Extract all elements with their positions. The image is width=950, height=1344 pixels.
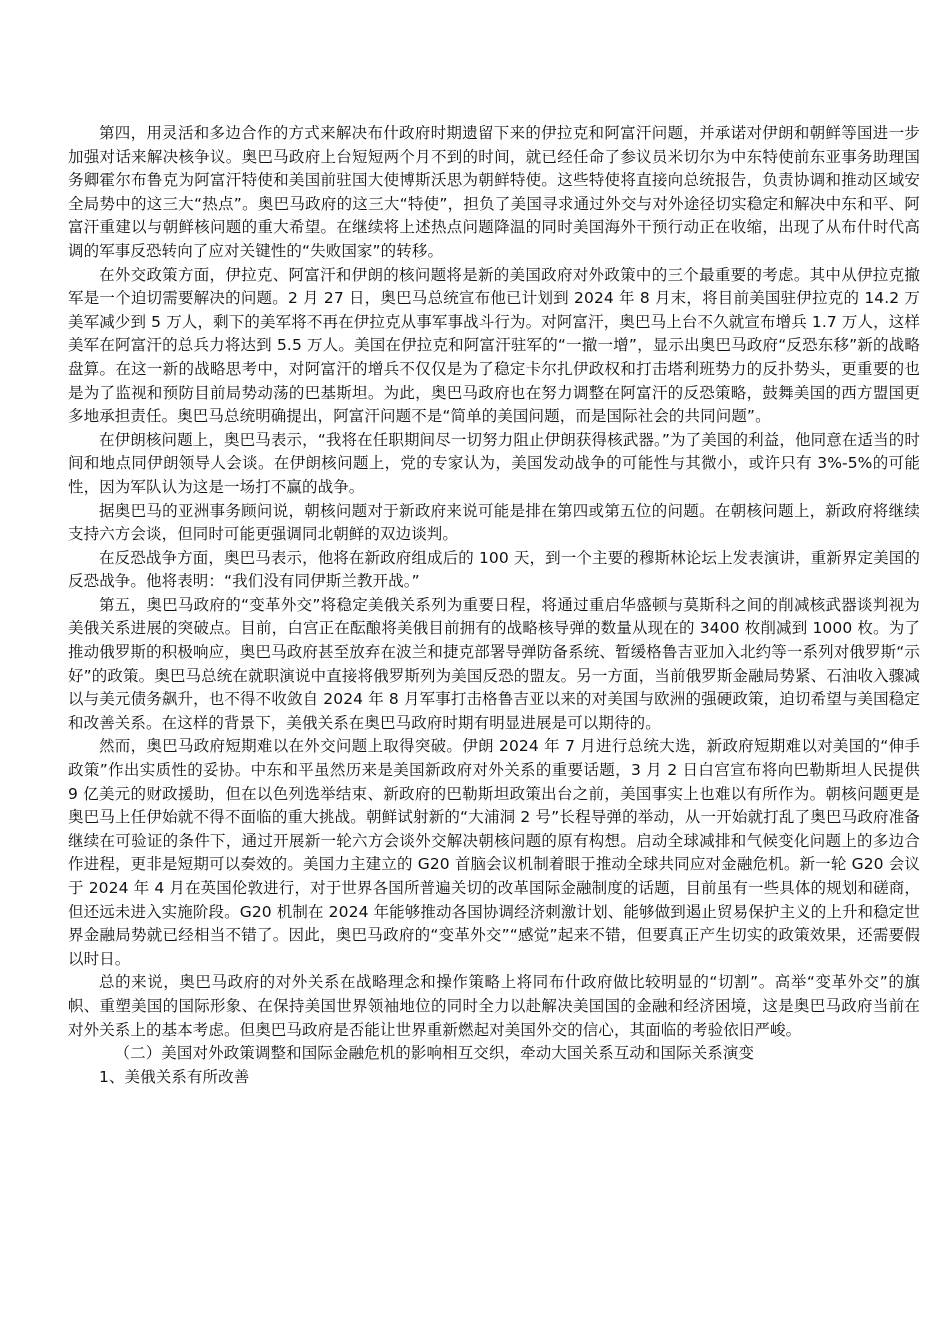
- subsection-heading: 1、美俄关系有所改善: [99, 1067, 250, 1086]
- paragraph-fourth-point: 第四，用灵活和多边合作的方式来解决布什政府时期遗留下来的伊拉克和阿富汗问题，并承诺对伊朗和朝鲜等国进一步加强对话来解决核争议。奥巴马政府上台短短两个月不到的时间，就已经任命了参议员米切尔为中东特使前东亚事务助理国务卿霍尔布鲁克为阿富汗特使和美国前驻国大使博斯沃思为朝鲜特使。这些特使将直接向总统报告，负责协调和推动区域安全局势中的这三大“热点”。奥巴马政府的这三大“特使”，担负了美国寻求通过外交与对外途径切实稳定和解决中东和平、阿富汗重建以与朝鲜核问题的重大希望。在继续将上述热点问题降温的同时美国海外干预行动正在收缩，出现了从布什时代高调的军事反恐转向了应对关键性的“失败国家”的转移。: [68, 124, 920, 260]
- paragraph-iran-nuclear: 在伊朗核问题上，奥巴马表示，“我将在任职期间尽一切努力阻止伊朗获得核武器。”为了美国的利益，他同意在适当的时间和地点同伊朗领导人会谈。在伊朗核问题上，党的专家认为，美国发动战争的可能性与其微小，或许只有 3%-5%的可能性，因为军队认为这是一场打不赢的战争。: [68, 430, 920, 496]
- paragraph-north-korea: 据奥巴马的亚洲事务顾问说，朝核问题对于新政府来说可能是排在第四或第五位的问题。在朝核问题上，新政府将继续支持六方会谈，但同时可能更强调同北朝鲜的双边谈判。: [68, 501, 920, 544]
- paragraph-foreign-policy: 在外交政策方面，伊拉克、阿富汗和伊朗的核问题将是新的美国政府对外政策中的三个最重要的考虑。其中从伊拉克撤军是一个迫切需要解决的问题。2 月 27 日，奥巴马总统宣布他已计划到 2024 年 8 月末，将目前美国驻伊拉克的 14.2 万美军减少到 5 万人，剩下的美军将不再在伊拉克从事军事战斗行为。对阿富汗，奥巴马上台不久就宣布增兵 1.7 万人，这样美军在阿富汗的总兵力将达到 5.5 万人。美国在伊拉克和阿富汗驻军的“一撤一增”，显示出奥巴马政府“反恐东移”新的战略盘算。在这一新的战略思考中，对阿富汗的增兵不仅仅是为了稳定卡尔扎伊政权和打击塔利班势力的反扑势头，更重要的也是为了监视和预防目前局势动荡的巴基斯坦。为此，奥巴马政府也在努力调整在阿富汗的反恐策略，鼓舞美国的西方盟国更多地承担责任。奥巴马总统明确提出，阿富汗问题不是“简单的美国问题，而是国际社会的共同问题”。: [68, 265, 920, 426]
- paragraph-difficulties: 然而，奥巴马政府短期难以在外交问题上取得突破。伊朗 2024 年 7 月进行总统大选，新政府短期难以对美国的“伸手政策”作出实质性的妥协。中东和平虽然历来是美国新政府对外关系的重要话题，3 月 2 日白宫宣布将向巴勒斯坦人民提供 9 亿美元的财政援助，但在以色列选举结束、新政府的巴勒斯坦政策出台之前，美国事实上也难以有所作为。朝核问题更是奥巴马上任伊始就不得不面临的重大挑战。朝鲜试射新的“大浦洞 2 号”长程导弹的举动，从一开始就打乱了奥巴马政府准备继续在可验证的条件下，通过开展新一轮六方会谈外交解决朝核问题的原有构想。启动全球减排和气候变化问题上的多边合作进程，更非是短期可以奏效的。美国力主建立的 G20 首脑会议机制着眼于推动全球共同应对金融危机。新一轮 G20 会议于 2024 年 4 月在英国伦敦进行，对于世界各国所普遍关切的改革国际金融制度的话题，目前虽有一些具体的规划和磋商，但还远未进入实施阶段。G20 机制在 2024 年能够推动各国协调经济刺激计划、能够做到遏止贸易保护主义的上升和稳定世界金融局势就已经相当不错了。因此，奥巴马政府的“变革外交”“感觉”起来不错，但要真正产生切实的政策效果，还需要假以时日。: [68, 737, 920, 968]
- paragraph-fifth-point: 第五，奥巴马政府的“变革外交”将稳定美俄关系列为重要日程，将通过重启华盛顿与莫斯科之间的削减核武器谈判视为美俄关系进展的突破点。目前，白宫正在酝酿将美俄目前拥有的战略核导弹的数量从现在的 3400 枚削减到 1000 枚。为了推动俄罗斯的积极响应，奥巴马政府甚至放弃在波兰和捷克部署导弹防备系统、暂缓格鲁吉亚加入北约等一系列对俄罗斯“示好”的政策。奥巴马总统在就职演说中直接将俄罗斯列为美国反恐的盟友。另一方面，当前俄罗斯金融局势紧、石油收入骤减以与美元债务飙升，也不得不收敛自 2024 年 8 月军事打击格鲁吉亚以来的对美国与欧洲的强硬政策，迫切希望与美国稳定和改善关系。在这样的背景下，美俄关系在奥巴马政府时期有明显进展是可以期待的。: [68, 595, 920, 732]
- section-heading: （二）美国对外政策调整和国际金融危机的影响相互交织，牵动大国关系互动和国际关系演变: [114, 1044, 755, 1063]
- paragraph-summary: 总的来说，奥巴马政府的对外关系在战略理念和操作策略上将同布什政府做比较明显的“切割”。高举“变革外交”的旗帜、重塑美国的国际形象、在保持美国世界领袖地位的同时全力以赴解决美国国的金融和经济困境，这是奥巴马政府当前在对外关系上的基本考虑。但奥巴马政府是否能让世界重新燃起对美国外交的信心，其面临的考验依旧严峻。: [68, 973, 920, 1039]
- paragraph-war-on-terror: 在反恐战争方面，奥巴马表示，他将在新政府组成后的 100 天，到一个主要的穆斯林论坛上发表演讲，重新界定美国的反恐战争。他将表明：“我们没有同伊斯兰教开战。”: [68, 548, 920, 591]
- document-body: [68, 122, 920, 1089]
